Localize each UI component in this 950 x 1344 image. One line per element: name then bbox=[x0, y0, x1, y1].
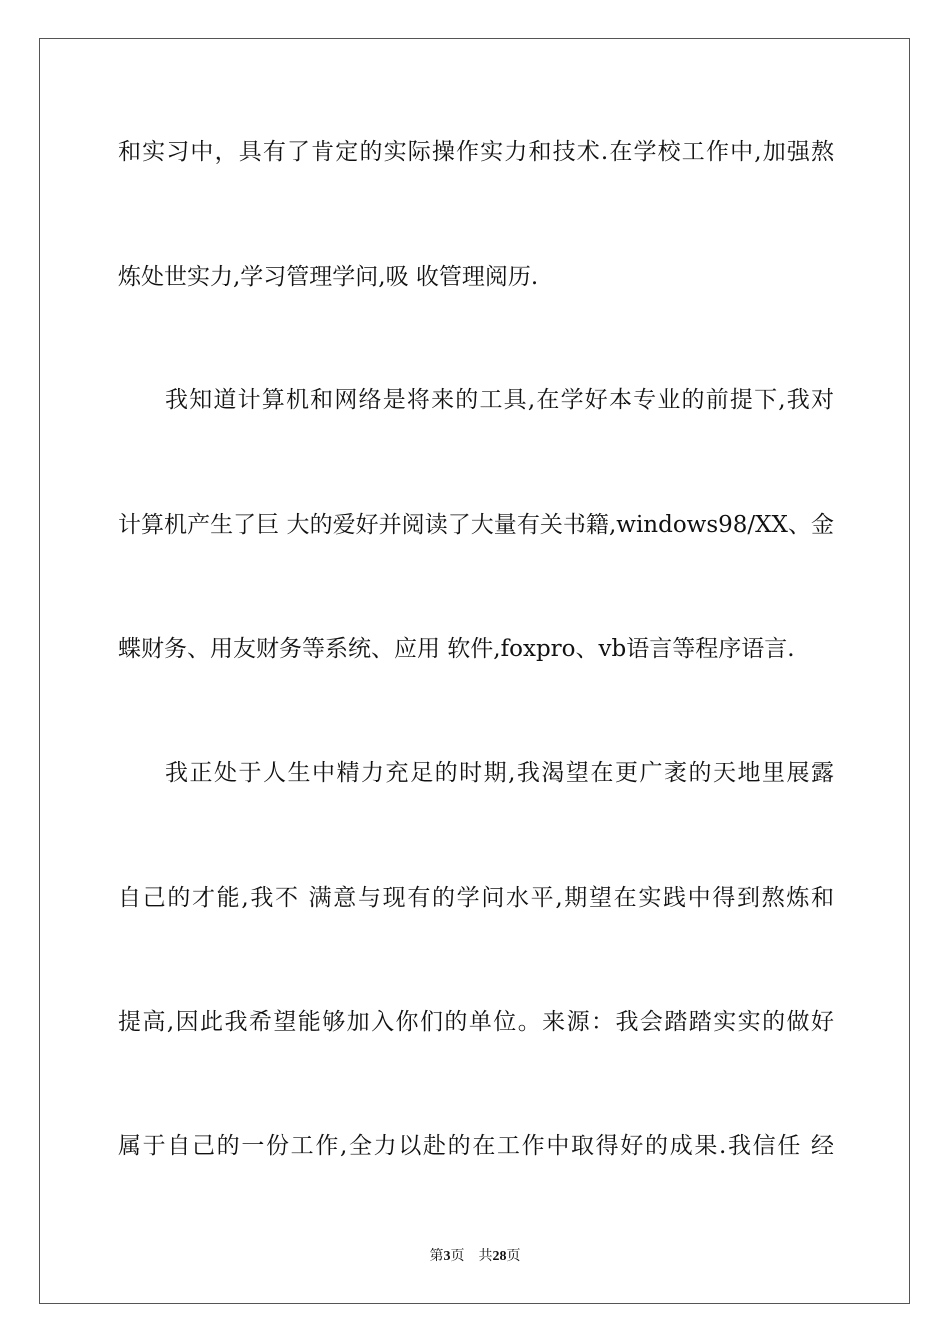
page-suffix: 页 bbox=[450, 1249, 465, 1264]
paragraph-line-5: 蝶财务、用友财务等系统、应用 软件,foxpro、vb语言等程序语言. bbox=[118, 636, 795, 662]
paragraph-line-7: 自己的才能,我不 满意与现有的学问水平,期望在实践中得到熬炼和 bbox=[118, 885, 834, 911]
total-pages: 28 bbox=[492, 1249, 507, 1264]
page-number: 3 bbox=[443, 1249, 451, 1264]
page-prefix: 第 bbox=[429, 1249, 444, 1264]
paragraph-line-2: 炼处世实力,学习管理学问,吸 收管理阅历. bbox=[118, 264, 539, 290]
total-prefix: 共 bbox=[478, 1249, 493, 1264]
paragraph-line-9: 属于自己的一份工作,全力以赴的在工作中取得好的成果.我信任 经 bbox=[118, 1133, 834, 1159]
paragraph-line-6: 我正处于人生中精力充足的时期,我渴望在更广袤的天地里展露 bbox=[165, 760, 834, 786]
paragraph-line-8: 提高,因此我希望能够加入你们的单位。来源：我会踏踏实实的做好 bbox=[118, 1009, 834, 1035]
paragraph-line-1: 和实习中，具有了肯定的实际操作实力和技术.在学校工作中,加强熬 bbox=[118, 139, 834, 165]
page-footer bbox=[0, 1248, 950, 1266]
paragraph-line-4: 计算机产生了巨 大的爱好并阅读了大量有关书籍,windows98/XX、金 bbox=[118, 512, 834, 538]
paragraph-line-3: 我知道计算机和网络是将来的工具,在学好本专业的前提下,我对 bbox=[165, 387, 834, 413]
page-border bbox=[39, 38, 910, 1304]
total-suffix: 页 bbox=[506, 1249, 521, 1264]
